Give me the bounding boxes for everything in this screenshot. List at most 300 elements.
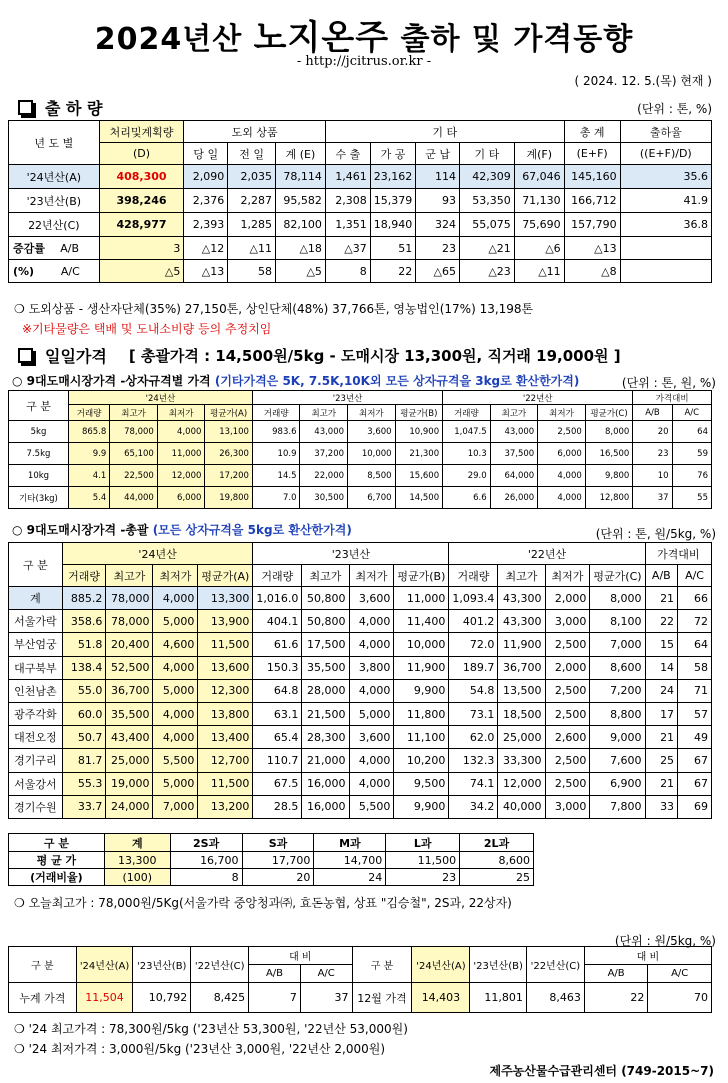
- cell: 12,000: [498, 772, 545, 795]
- cell: 9,000: [590, 726, 645, 749]
- cell: △18: [276, 237, 326, 260]
- cell: 2,376: [184, 189, 228, 213]
- note-estimate: ※기타물량은 택배 및 도내소비량 등의 추정치임: [22, 322, 272, 336]
- spec-title: ○ 9대도매시장가격 -상자규격별 가격 (기타가격은 5K, 7.5K,10K외 모든 상자규격을 3kg로 환산한가격): [12, 374, 580, 388]
- cell: △13: [564, 237, 620, 260]
- cell: 평균가(A): [205, 405, 253, 421]
- cell: 20: [633, 421, 672, 443]
- cell: 10,792: [133, 983, 191, 1013]
- cell: 76: [672, 465, 711, 487]
- hdr-export: 수 출: [325, 143, 370, 165]
- cell: S과: [242, 834, 314, 852]
- total-title: ○ 9대도매시장가격 -총괄 (모든 상자규격을 5kg로 환산한가격): [12, 523, 352, 537]
- cell: 3,600: [349, 726, 394, 749]
- cell: 7,600: [590, 749, 645, 772]
- cell: 최고가: [490, 405, 538, 421]
- cell: 13,200: [198, 795, 253, 818]
- cell: 3,800: [349, 656, 394, 679]
- cell: 67.5: [253, 772, 302, 795]
- cell: 50,800: [302, 610, 349, 633]
- cell: 71: [678, 679, 712, 702]
- cell: 43,300: [498, 587, 545, 610]
- cell: 2,500: [545, 772, 590, 795]
- page-title: 2024년산 노지온주 출하 및 가격동향: [94, 18, 634, 58]
- site-url: - http://jcitrus.or.kr -: [296, 54, 432, 69]
- cell: 가격대비: [645, 543, 711, 565]
- footer-org: 제주농산물수급관리센터 (749-2015~7): [489, 1064, 714, 1078]
- cell: 37: [633, 487, 672, 509]
- cell: 145,160: [564, 165, 620, 189]
- cell: △37: [325, 237, 370, 260]
- hdr-total: 총 계: [564, 121, 620, 143]
- cell: 28,300: [302, 726, 349, 749]
- cell: 11,801: [470, 983, 526, 1013]
- cell: 부산엄궁: [9, 633, 63, 656]
- cell: 75,690: [514, 213, 564, 237]
- cell: 25,000: [498, 726, 545, 749]
- cell: 70: [648, 983, 712, 1013]
- cell: 8: [325, 260, 370, 283]
- cell: 2,500: [538, 421, 586, 443]
- cell: 1,016.0: [253, 587, 302, 610]
- table-row: [9, 852, 534, 869]
- cell: 평균가(A): [198, 565, 253, 587]
- cell: 대구북부: [9, 656, 63, 679]
- cell: 최저가: [545, 565, 590, 587]
- cell: 28,000: [302, 679, 349, 702]
- cell: 67: [678, 772, 712, 795]
- cell: 가격대비: [633, 391, 712, 405]
- cell: 11,500: [198, 772, 253, 795]
- cell: 6,900: [590, 772, 645, 795]
- cell: 평균가(C): [585, 405, 633, 421]
- cell: △8: [564, 260, 620, 283]
- hdr-today: 당 일: [184, 143, 228, 165]
- hdr-outbound: 도외 상품: [184, 121, 326, 143]
- cell: 구 분: [9, 834, 105, 852]
- cell: 9,800: [585, 465, 633, 487]
- cell: A/B: [645, 565, 678, 587]
- cell: A/C: [648, 965, 712, 983]
- cell: '23년산(B): [133, 947, 191, 983]
- cell: '23년산(B): [9, 189, 100, 213]
- cell: 25: [645, 749, 678, 772]
- cell: 28.5: [253, 795, 302, 818]
- cell: 33: [645, 795, 678, 818]
- cumulative-table: [8, 946, 712, 1013]
- cell: 8,800: [590, 702, 645, 725]
- cell: A/B: [584, 965, 648, 983]
- cell: 11,000: [394, 587, 449, 610]
- cell: 21: [645, 772, 678, 795]
- cell: 17: [645, 702, 678, 725]
- cell: 8: [170, 869, 242, 886]
- cell: 5,000: [153, 772, 198, 795]
- cell: 8,500: [348, 465, 396, 487]
- cell: 2,090: [184, 165, 228, 189]
- cell: 대 비: [584, 947, 711, 965]
- table-row: [9, 772, 712, 795]
- cell: 18,940: [370, 213, 416, 237]
- cell: 398,246: [99, 189, 184, 213]
- cell: 12,300: [198, 679, 253, 702]
- cell: 거래량: [443, 405, 491, 421]
- cell: 41.9: [620, 189, 711, 213]
- cell: 대전오정: [9, 726, 63, 749]
- daily-summary: [ 총괄가격 : 14,500원/5kg - 도매시장 13,300원, 직거래 19,000원 ]: [128, 347, 621, 365]
- cell: 42,309: [460, 165, 515, 189]
- cell: 24: [314, 869, 386, 886]
- cell: 4,000: [538, 487, 586, 509]
- hdr-rate: 출하율: [620, 121, 711, 143]
- cell: 64,000: [490, 465, 538, 487]
- cell: 2,500: [545, 679, 590, 702]
- cell: 22,000: [300, 465, 348, 487]
- cell: 54.8: [449, 679, 498, 702]
- table-row: [9, 260, 712, 283]
- cell: 358.6: [62, 610, 106, 633]
- cell: 36,700: [498, 656, 545, 679]
- cell: 35.6: [620, 165, 711, 189]
- cell: 10kg: [9, 465, 69, 487]
- cell: 13,900: [198, 610, 253, 633]
- cell: 서울가락: [9, 610, 63, 633]
- cell: A/C: [300, 965, 352, 983]
- cell: 10: [633, 465, 672, 487]
- cell: 43,400: [106, 726, 153, 749]
- cell: 64: [678, 633, 712, 656]
- cell: 15,379: [370, 189, 416, 213]
- cell: 16,500: [585, 443, 633, 465]
- cell: 11,400: [394, 610, 449, 633]
- cell: '23년산: [252, 391, 442, 405]
- cell: 평 균 가: [9, 852, 105, 869]
- hdr-plan-d: (D): [99, 143, 184, 165]
- cell: 36,700: [106, 679, 153, 702]
- cell: 누계 가격: [9, 983, 77, 1013]
- cell: 9,500: [394, 772, 449, 795]
- table-row: [9, 165, 712, 189]
- cell: 4.1: [68, 465, 109, 487]
- cell: 9,900: [394, 795, 449, 818]
- cell: 34.2: [449, 795, 498, 818]
- cell: 3,600: [349, 587, 394, 610]
- cell: 25,000: [106, 749, 153, 772]
- cell: 22,500: [110, 465, 158, 487]
- cell: 20,400: [106, 633, 153, 656]
- cell: 36.8: [620, 213, 711, 237]
- note-season-max: ❍ '24 최고가격 : 78,300원/5kg ('23년산 53,300원, '22년산 53,000원): [14, 1022, 408, 1036]
- cell: 3,000: [545, 795, 590, 818]
- cell: '24년산: [62, 543, 253, 565]
- cell: A/C: [672, 405, 711, 421]
- cell: 4,000: [349, 610, 394, 633]
- cell: 55,075: [460, 213, 515, 237]
- cell: 7,200: [590, 679, 645, 702]
- cell: 59: [672, 443, 711, 465]
- cell: 324: [416, 213, 460, 237]
- cell: 78,000: [106, 587, 153, 610]
- cell: 53,350: [460, 189, 515, 213]
- cell: 4,000: [349, 633, 394, 656]
- cell: '23년산: [253, 543, 449, 565]
- cell: 25: [460, 869, 534, 886]
- cell: 2,500: [545, 749, 590, 772]
- cell: 증감률 A/B: [9, 237, 100, 260]
- cell: 114: [416, 165, 460, 189]
- cell: 49: [678, 726, 712, 749]
- cell: 67,046: [514, 165, 564, 189]
- cell: 33,300: [498, 749, 545, 772]
- spec-unit: (단위 : 톤, 원, %): [621, 376, 716, 390]
- cell: 5,500: [349, 795, 394, 818]
- cell: 52,500: [106, 656, 153, 679]
- cell: △11: [514, 260, 564, 283]
- hdr-plan: 처리및계획량: [99, 121, 184, 143]
- cell: 4,000: [349, 749, 394, 772]
- note-today-max: ❍ 오늘최고가 : 78,000원/5Kg(서울가락 중앙청과㈜, 효돈농협, 상표 "김승철", 2S과, 22상자): [14, 896, 512, 910]
- cell: 10,900: [395, 421, 443, 443]
- cell: 11,500: [198, 633, 253, 656]
- cell: 거래량: [449, 565, 498, 587]
- table-row: [9, 633, 712, 656]
- table-row: [9, 679, 712, 702]
- cell: 거래량: [252, 405, 300, 421]
- table-row: [9, 213, 712, 237]
- cell: 16,000: [302, 795, 349, 818]
- checkbox-icon: [18, 100, 33, 115]
- cell: 9.9: [68, 443, 109, 465]
- cell: 865.8: [68, 421, 109, 443]
- hdr-sum-e: 계 (E): [276, 143, 326, 165]
- cell: '24년산(A): [412, 947, 470, 983]
- hdr-year: 년 도 별: [9, 121, 100, 165]
- cell: 최고가: [498, 565, 545, 587]
- cell: '22년산: [449, 543, 645, 565]
- total-unit: (단위 : 톤, 원/5kg, %): [595, 527, 716, 541]
- cell: 16,700: [170, 852, 242, 869]
- cell: 8,600: [590, 656, 645, 679]
- cell: 광주각화: [9, 702, 63, 725]
- checkbox-icon: [18, 348, 33, 363]
- cell: 2,287: [228, 189, 276, 213]
- cell: 11,000: [157, 443, 205, 465]
- cell: △11: [228, 237, 276, 260]
- cell: M과: [314, 834, 386, 852]
- cell: 33.7: [62, 795, 106, 818]
- table-row: [9, 610, 712, 633]
- daily-heading: 일일가격 [ 총괄가격 : 14,500원/5kg - 도매시장 13,300원, 직거래 19,000원 ]: [18, 344, 621, 367]
- cell: 2,000: [545, 656, 590, 679]
- cell: 6.6: [443, 487, 491, 509]
- cell: 138.4: [62, 656, 106, 679]
- cell: 1,285: [228, 213, 276, 237]
- cell: 22: [584, 983, 648, 1013]
- cell: A/B: [249, 965, 301, 983]
- cell: 최저가: [348, 405, 396, 421]
- cell: 12,000: [157, 465, 205, 487]
- cell: 계: [9, 587, 63, 610]
- table-row: [9, 587, 712, 610]
- cell: 7,000: [153, 795, 198, 818]
- cell: 8,000: [585, 421, 633, 443]
- cell: 1,047.5: [443, 421, 491, 443]
- cell: 189.7: [449, 656, 498, 679]
- cell: '22년산(C): [526, 947, 584, 983]
- cell: (100): [104, 869, 170, 886]
- cell: 404.1: [253, 610, 302, 633]
- cell: 2,000: [545, 587, 590, 610]
- cell: 9,900: [394, 679, 449, 702]
- cell: 24: [645, 679, 678, 702]
- cell: 24,000: [106, 795, 153, 818]
- cell: 5.4: [68, 487, 109, 509]
- table-row: [9, 487, 712, 509]
- cell: 19,800: [205, 487, 253, 509]
- cell: 21,500: [302, 702, 349, 725]
- cell: 16,000: [302, 772, 349, 795]
- cell: 대 비: [249, 947, 352, 965]
- cell: 5,500: [153, 749, 198, 772]
- cell: 61.6: [253, 633, 302, 656]
- cell: 6,000: [157, 487, 205, 509]
- cell: 23,162: [370, 165, 416, 189]
- cell: 7.0: [252, 487, 300, 509]
- table-row: [9, 656, 712, 679]
- cell: 55: [672, 487, 711, 509]
- spec-price-table: [8, 390, 712, 509]
- table-row: [9, 749, 712, 772]
- table-row: [9, 834, 534, 852]
- cell: 22: [370, 260, 416, 283]
- cell: 58: [678, 656, 712, 679]
- cell: 5,000: [349, 702, 394, 725]
- cell: 4,000: [538, 465, 586, 487]
- cell: 12월 가격: [352, 983, 412, 1013]
- cell: 최저가: [538, 405, 586, 421]
- cell: 66: [678, 587, 712, 610]
- cell: '24년산: [68, 391, 252, 405]
- cell: 8,600: [460, 852, 534, 869]
- cell: △6: [514, 237, 564, 260]
- shipment-heading: 출 하 량: [18, 96, 103, 119]
- cell: 57: [678, 702, 712, 725]
- cell: △5: [276, 260, 326, 283]
- cell: 37: [300, 983, 352, 1013]
- cell: A/C: [678, 565, 712, 587]
- cell: 885.2: [62, 587, 106, 610]
- shipment-unit: (단위 : 톤, %): [637, 102, 712, 116]
- cell: 23: [633, 443, 672, 465]
- cell: 최고가: [110, 405, 158, 421]
- cell: 1,093.4: [449, 587, 498, 610]
- cell: 구 분: [9, 947, 77, 983]
- cell: 11,900: [394, 656, 449, 679]
- cell: 78,114: [276, 165, 326, 189]
- cell: (거래비율): [9, 869, 105, 886]
- cell: 6,700: [348, 487, 396, 509]
- cell: 35,500: [106, 702, 153, 725]
- cell: 20: [242, 869, 314, 886]
- cell: 12,700: [198, 749, 253, 772]
- cell: 51.8: [62, 633, 106, 656]
- cell: 21,300: [395, 443, 443, 465]
- cell: 50.7: [62, 726, 106, 749]
- cell: 81.7: [62, 749, 106, 772]
- cell: 2L과: [460, 834, 534, 852]
- cell: 10.9: [252, 443, 300, 465]
- cell: 51: [370, 237, 416, 260]
- cell: 5,000: [153, 610, 198, 633]
- cell: 2,308: [325, 189, 370, 213]
- cell: 93: [416, 189, 460, 213]
- cell: 18,500: [498, 702, 545, 725]
- hdr-process: 가 공: [370, 143, 416, 165]
- cell: 17,500: [302, 633, 349, 656]
- cell: '23년산(B): [470, 947, 526, 983]
- cell: '24년산(A): [9, 165, 100, 189]
- cell: 21,000: [302, 749, 349, 772]
- cell: 13,100: [205, 421, 253, 443]
- cell: A/B: [633, 405, 672, 421]
- table-row: [9, 795, 712, 818]
- cell: 21: [645, 726, 678, 749]
- cell: 2,600: [545, 726, 590, 749]
- cell: 60.0: [62, 702, 106, 725]
- cell: 14: [645, 656, 678, 679]
- table-row: [9, 465, 712, 487]
- cell: △65: [416, 260, 460, 283]
- cell: 10.3: [443, 443, 491, 465]
- shipment-table: [8, 120, 712, 283]
- cell: 19,000: [106, 772, 153, 795]
- cell: 구 분: [9, 543, 63, 587]
- cell: '24년산(A): [76, 947, 132, 983]
- cell: 최저가: [349, 565, 394, 587]
- cell: 408,300: [99, 165, 184, 189]
- cell: 구 분: [9, 391, 69, 421]
- hdr-sum-f: 계(F): [514, 143, 564, 165]
- cell: 4,000: [153, 587, 198, 610]
- cell: 4,000: [157, 421, 205, 443]
- cell: 63.1: [253, 702, 302, 725]
- cell: 거래량: [253, 565, 302, 587]
- cell: 최고가: [106, 565, 153, 587]
- cell: '22년산: [443, 391, 633, 405]
- cell: 37,500: [490, 443, 538, 465]
- cell: 13,800: [198, 702, 253, 725]
- cell: 64.8: [253, 679, 302, 702]
- cell: 13,500: [498, 679, 545, 702]
- cell: 58: [228, 260, 276, 283]
- cell: 5,000: [153, 679, 198, 702]
- cell: 73.1: [449, 702, 498, 725]
- cell: 44,000: [110, 487, 158, 509]
- hdr-other: 기 타: [460, 143, 515, 165]
- cell: 43,000: [490, 421, 538, 443]
- cell: 10,200: [394, 749, 449, 772]
- cell: 37,200: [300, 443, 348, 465]
- cell: 경기수원: [9, 795, 63, 818]
- grade-table: [8, 833, 534, 886]
- cell: 7.5kg: [9, 443, 69, 465]
- cell: 2,393: [184, 213, 228, 237]
- cell: 4,000: [349, 679, 394, 702]
- cell: 2S과: [170, 834, 242, 852]
- cell: 428,977: [99, 213, 184, 237]
- cell: 계: [104, 834, 170, 852]
- cell: 23: [386, 869, 460, 886]
